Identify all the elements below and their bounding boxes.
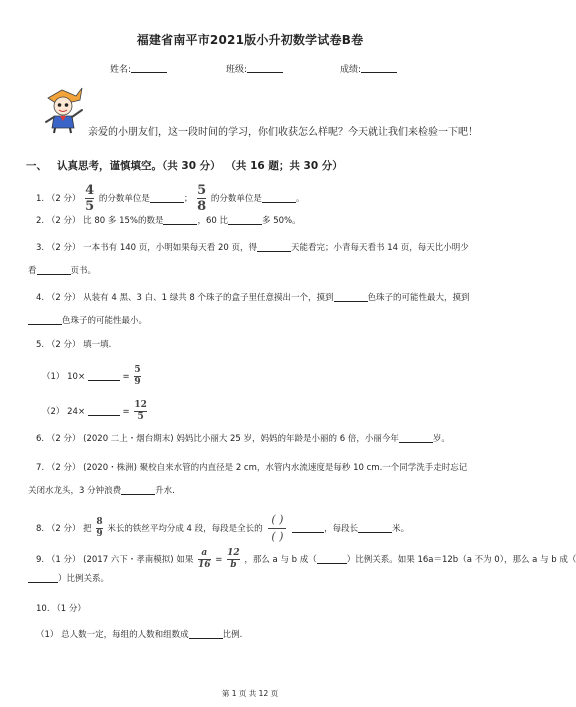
page-footer: 第 1 页 共 12 页 (221, 689, 279, 698)
score-field: 成绩: (340, 62, 397, 75)
answer-blank[interactable] (358, 522, 392, 533)
answer-blank[interactable] (121, 484, 155, 495)
answer-blank[interactable] (88, 370, 120, 381)
question-6: 6. （2 分） (2020 二上・烟台期末) 妈妈比小丽大 25 岁，妈妈的年龄是小丽的 6 倍，小丽今年 岁。 (36, 434, 450, 444)
exam-title: 福建省南平市2021版小升初数学试卷B卷 (136, 33, 364, 47)
answer-blank[interactable] (292, 522, 324, 533)
mascot-icon (40, 86, 86, 134)
answer-blank[interactable] (28, 314, 62, 325)
score-blank[interactable] (361, 63, 397, 73)
question-10-part-1: （1） 总人数一定，每组的人数和组数成 比例. (36, 630, 243, 640)
question-5-part-2: （2） 24× = $\frac{12}{5}$ (42, 400, 147, 422)
question-8: 8. （2 分） 把 $\frac{8}{9}$ 米长的铁丝平均分成 4 段，每段是全长的 $\frac{( )}{( )}$ ，每段长 米。 (36, 513, 410, 543)
answer-blank[interactable] (262, 192, 296, 203)
name-field: 姓名: (110, 62, 167, 75)
class-field: 班级: (226, 62, 283, 75)
blank-fraction[interactable]: $\frac{( )}{( )}$ (268, 513, 286, 544)
question-4: 4. （2 分） 从装有 4 黑、3 白、1 绿共 8 个珠子的盒子里任意摸出一个，摸到 色珠子的可能性最大，摸到色珠子的可能性最小。 (28, 287, 472, 333)
question-2: 2. （2 分） 比 80 多 15%的数是 ，60 比 多 50%。 (36, 216, 301, 226)
answer-blank[interactable] (317, 553, 347, 564)
fraction-4-5: $\frac{4}{5}$ (85, 183, 95, 214)
answer-blank[interactable] (37, 264, 71, 275)
fraction-12-5: $\frac{12}{5}$ (134, 400, 147, 422)
answer-blank[interactable] (88, 405, 120, 416)
question-1: 1. （2 分） $\frac{4}{5}$ 的分数单位是 ； $\frac{5}{8}$ 的分数单位是 。 (36, 183, 305, 214)
question-7: 7. （2 分） (2020・株洲) 聚校自来水管的内直径是 2 cm，水管内水流速度是每秒 10 cm.一个同学洗手走时忘记关闭水龙头，3 分钟浪费 升水. (28, 463, 468, 496)
question-10: 10. （1 分） (36, 604, 86, 614)
fraction-5-9: $\frac{5}{9}$ (134, 365, 141, 387)
answer-blank[interactable] (228, 214, 262, 225)
answer-blank[interactable] (334, 291, 368, 302)
answer-blank[interactable] (257, 241, 291, 252)
fraction-8-9: $\frac{8}{9}$ (96, 517, 103, 539)
fraction-5-8: $\frac{5}{8}$ (197, 183, 207, 214)
answer-blank[interactable] (150, 192, 184, 203)
name-blank[interactable] (131, 63, 167, 73)
answer-blank[interactable] (399, 432, 433, 443)
answer-blank[interactable] (189, 628, 223, 639)
question-9-cont: ）比例关系。 (28, 572, 109, 586)
question-5-part-1: （1） 10× = $\frac{5}{9}$ (42, 365, 141, 387)
question-3: 3. （2 分） 一本书有 140 页，小明如果每天看 20 页，得 天能看完；小青每天看书 14 页，每天比小明少看 页书。 (28, 243, 469, 276)
intro-text: 亲爱的小朋友们，这一段时间的学习，你们收获怎么样呢？今天就让我们来检验一下吧！ (88, 127, 478, 138)
section-heading: 一、 认真思考，谨慎填空。（共 30 分） （共 16 题；共 30 分） (26, 160, 343, 172)
question-9: 9. （1 分） (2017 六下・孝南模拟) 如果 $\frac{a}{16}$ = $\frac{12}{b}$ ，那么 a 与 b 成（ ）比例关系。如果 16a＝12b（a 不为 0），那么 a 与 b 成（ (36, 548, 576, 570)
class-blank[interactable] (247, 63, 283, 73)
question-5: 5. （2 分） 填一填. (36, 340, 112, 350)
answer-blank[interactable] (163, 214, 197, 225)
fraction-12-b: $\frac{12}{b}$ (227, 548, 240, 570)
answer-blank[interactable] (28, 572, 58, 583)
fraction-a-16: $\frac{a}{16}$ (198, 548, 211, 570)
